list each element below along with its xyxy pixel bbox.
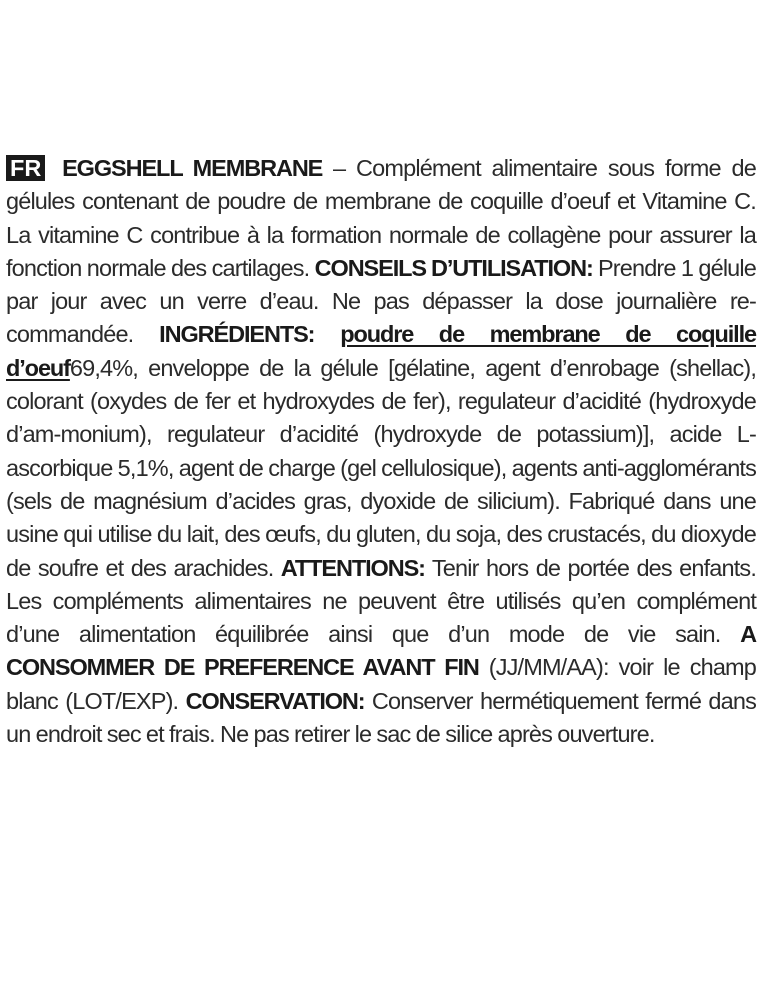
- ingredients-text: 69,4%, enveloppe de la gélule [gélatine, agent d’enrobage (shellac), colorant (oxydes de fer et hydroxydes de fer), regulateur d’acidité (hydroxyde d’am-monium), regulateur d’acidité (hydroxyde de potassium)], acide L-ascorbique 5,1%, agent de charge (gel cellulosique), agents anti-agglomérants (sels de magnésium d’acides gras, dyoxide de silicium). Fabriqué dans une usine qui utilise du lait, des œufs, du gluten, du soja, des crustacés, du dioxyde de soufre et des arachides.: [6, 354, 756, 581]
- ingredients-heading: INGRÉDIENTS:: [159, 321, 315, 348]
- usage-text: Prendre 1 gélule par jour avec un verre d’eau. Ne pas dépasser la dose journalière re-commandée.: [6, 254, 756, 348]
- ingredients-main: poudre de membrane de coquille d’oeuf: [6, 321, 756, 381]
- usage-heading: CONSEILS D’UTILISATION:: [314, 254, 593, 281]
- best-before-text: (JJ/MM/AA): voir le champ blanc (LOT/EXP).: [6, 654, 756, 714]
- attention-heading: ATTENTIONS:: [280, 554, 425, 581]
- product-name: EGGSHELL MEMBRANE: [62, 155, 323, 181]
- product-intro: – Complément alimentaire sous forme de gélules contenant de poudre de membrane de coquille d’oeuf et Vitamine C. La vitamine C contribue à la formation normale de collagène pour assurer la fonction normale des cartilages.: [6, 155, 756, 281]
- best-before-heading: A CONSOMMER DE PREFERENCE AVANT FIN: [6, 621, 756, 681]
- attention-text: Tenir hors de portée des enfants. Les compléments alimentaires ne peuvent être utilisés qu’en complément d’une alimentation équilibrée ainsi que d’un mode de vie sain.: [6, 554, 757, 648]
- language-badge: FR: [6, 155, 45, 181]
- storage-heading: CONSERVATION:: [185, 687, 365, 714]
- product-label-text: [6, 152, 756, 751]
- storage-text: Conserver hermétiquement fermé dans un endroit sec et frais. Ne pas retirer le sac de silice après ouverture.: [6, 687, 756, 748]
